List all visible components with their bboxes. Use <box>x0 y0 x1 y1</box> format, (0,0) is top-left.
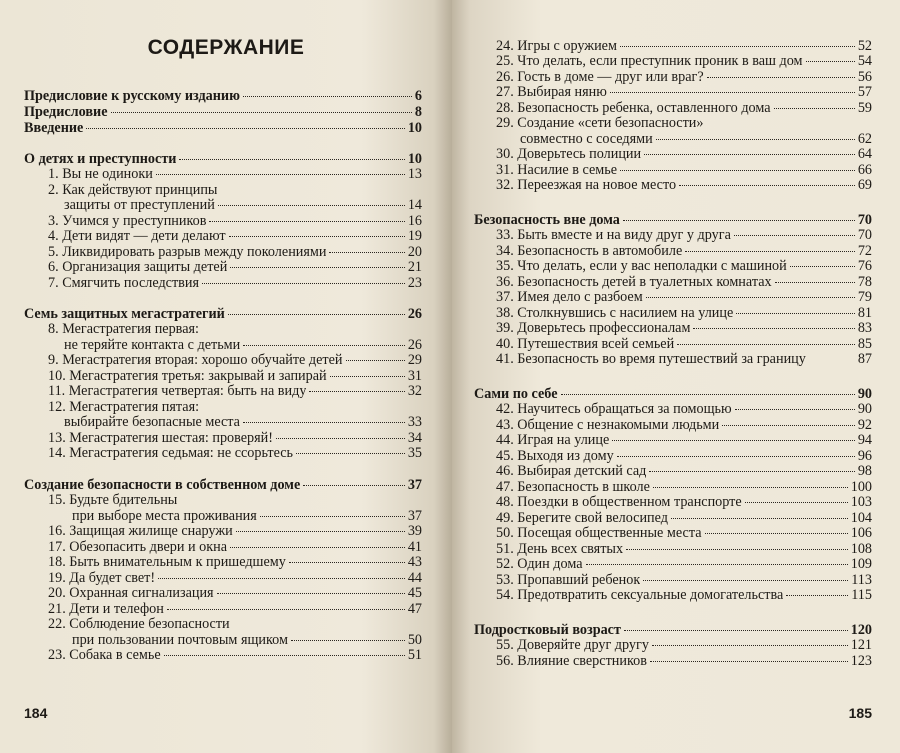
toc-page-number: 69 <box>857 177 872 193</box>
toc-entry <box>474 351 872 368</box>
toc-entry-title: 48. Поездки в общественном транспорте <box>496 494 742 510</box>
dot-leader <box>620 170 855 171</box>
toc-entry <box>474 637 872 654</box>
toc-entry-title: 54. Предотвратить сексуальные домогательства <box>496 587 784 603</box>
toc-page-number: 57 <box>857 84 872 100</box>
toc-entry-title: 11. Мегастратегия четвертая: быть на виду <box>48 383 307 399</box>
dot-leader <box>346 360 405 361</box>
dot-leader <box>649 471 854 472</box>
dot-leader <box>230 547 405 548</box>
toc-entry <box>24 321 422 338</box>
toc-page-number: 20 <box>407 244 422 260</box>
toc-page-number: 100 <box>850 479 872 495</box>
toc-entry <box>474 587 872 604</box>
dot-leader <box>164 655 405 656</box>
dot-leader <box>644 154 855 155</box>
toc-entry <box>24 523 422 540</box>
toc-entry <box>24 616 422 633</box>
toc-entry-title: 30. Доверьтесь полиции <box>496 146 642 162</box>
toc-entry-title: 40. Путешествия всей семьей <box>496 336 675 352</box>
toc-page-number: 78 <box>857 274 872 290</box>
toc-page-number: 23 <box>407 275 422 291</box>
toc-page-number: 56 <box>857 69 872 85</box>
toc-page-number: 33 <box>407 414 422 430</box>
toc-page-number: 31 <box>407 368 422 384</box>
toc-entry-title: 18. Быть внимательным к пришедшему <box>48 554 286 570</box>
toc-entry-title: 1. Вы не одиноки <box>48 166 153 182</box>
toc-page-number: 26 <box>407 306 422 322</box>
dot-leader <box>86 128 404 129</box>
dot-leader <box>612 440 855 441</box>
toc-page-number: 21 <box>407 259 422 275</box>
dot-leader <box>722 425 855 426</box>
toc-page-number: 54 <box>857 53 872 69</box>
dot-leader <box>610 92 855 93</box>
toc-section-heading <box>24 120 422 137</box>
toc-section-heading <box>24 88 422 105</box>
toc-entry-title: 31. Насилие в семье <box>496 162 617 178</box>
toc-page-number: 108 <box>850 541 872 557</box>
dot-leader <box>586 564 848 565</box>
toc-page-number: 62 <box>857 131 872 147</box>
dot-leader <box>167 609 405 610</box>
toc-entry-title: 12. Мегастратегия пятая: <box>48 399 200 415</box>
toc-entry-title: 23. Собака в семье <box>48 647 161 663</box>
toc-entry-title: 15. Будьте бдительны <box>48 492 178 508</box>
toc-page-number: 43 <box>407 554 422 570</box>
toc-page-number: 47 <box>407 601 422 617</box>
toc-entry-title: 51. День всех святых <box>496 541 624 557</box>
toc-entry-title: совместно с соседями <box>520 131 653 147</box>
toc-entry <box>24 647 422 664</box>
toc-entry-title: Безопасность вне дома <box>474 212 620 228</box>
toc-entry <box>24 414 422 431</box>
toc-page-number: 37 <box>407 508 422 524</box>
dot-leader <box>330 376 405 377</box>
toc-page-number: 51 <box>407 647 422 663</box>
toc-entry-title: 4. Дети видят — дети делают <box>48 228 226 244</box>
dot-leader <box>650 661 848 662</box>
toc-page-number: 41 <box>407 539 422 555</box>
toc-entry <box>24 259 422 276</box>
toc-entry-title: 22. Соблюдение безопасности <box>48 616 230 632</box>
dot-leader <box>626 549 848 550</box>
dot-leader <box>230 267 405 268</box>
toc-entry-title: 17. Обезопасить двери и окна <box>48 539 228 555</box>
toc-page-number: 85 <box>857 336 872 352</box>
dot-leader <box>561 394 855 395</box>
toc-entry <box>24 166 422 183</box>
toc-entry <box>24 352 422 369</box>
toc-page-number: 115 <box>851 587 872 603</box>
toc-page-number: 6 <box>414 88 422 104</box>
toc-page-number: 96 <box>857 448 872 464</box>
toc-entry-title: 6. Организация защиты детей <box>48 259 228 275</box>
dot-leader <box>229 236 405 237</box>
toc-entry-title: 46. Выбирая детский сад <box>496 463 647 479</box>
toc-entry-title: 45. Выходя из дому <box>496 448 614 464</box>
toc-entry-title: выбирайте безопасные места <box>64 414 240 430</box>
toc-page-number: 59 <box>857 100 872 116</box>
dot-leader <box>735 409 855 410</box>
toc-page-number: 45 <box>407 585 422 601</box>
toc-entry <box>474 320 872 337</box>
dot-leader <box>243 345 405 346</box>
toc-page-number: 13 <box>407 166 422 182</box>
toc-entry-title: 32. Переезжая на новое место <box>496 177 677 193</box>
toc-page-number: 70 <box>857 227 872 243</box>
dot-leader <box>806 61 855 62</box>
toc-entry-title: 37. Имея дело с разбоем <box>496 289 643 305</box>
toc-entry <box>474 653 872 670</box>
toc-entry-title: 53. Пропавший ребенок <box>496 572 641 588</box>
dot-leader <box>179 159 404 160</box>
dot-leader <box>218 205 405 206</box>
toc-entry-title: 43. Общение с незнакомыми людьми <box>496 417 720 433</box>
toc-entry-title: при выборе места проживания <box>72 508 257 524</box>
dot-leader <box>289 562 405 563</box>
dot-leader <box>707 77 855 78</box>
toc-page-number: 29 <box>407 352 422 368</box>
toc-entry-title: 41. Безопасность во время путешествий за границу <box>496 351 806 367</box>
toc-entry-title: 26. Гость в доме — друг или враг? <box>496 69 704 85</box>
toc-entry <box>24 585 422 602</box>
toc-section-heading <box>24 104 422 121</box>
toc-entry-title: Предисловие к русскому изданию <box>24 88 240 104</box>
toc-entry-title: Предисловие <box>24 104 108 120</box>
toc-entry <box>474 556 872 573</box>
toc-entry-title: 47. Безопасность в школе <box>496 479 650 495</box>
toc-page-number: 121 <box>850 637 872 653</box>
toc-page-number: 8 <box>414 104 422 120</box>
dot-leader <box>303 485 405 486</box>
toc-page-number: 10 <box>407 151 422 167</box>
toc-entry-title: 50. Посещая общественные места <box>496 525 702 541</box>
toc-entry <box>474 53 872 70</box>
toc-entry <box>24 275 422 292</box>
toc-page-number: 35 <box>407 445 422 461</box>
toc-page-number: 44 <box>407 570 422 586</box>
toc-page-number: 98 <box>857 463 872 479</box>
toc-page-number: 94 <box>857 432 872 448</box>
toc-page-number: 52 <box>857 38 872 54</box>
toc-entry-title: 27. Выбирая няню <box>496 84 607 100</box>
dot-leader <box>156 174 405 175</box>
toc-page-number: 26 <box>407 337 422 353</box>
dot-leader <box>679 185 855 186</box>
toc-entry-title: 39. Доверьтесь профессионалам <box>496 320 691 336</box>
dot-leader <box>111 112 412 113</box>
toc-entry-title: 52. Один дома <box>496 556 583 572</box>
dot-leader <box>774 108 855 109</box>
toc-entry-title: 19. Да будет свет! <box>48 570 156 586</box>
toc-page-number: 92 <box>857 417 872 433</box>
toc-entry-title: 25. Что делать, если преступник проник в ваш дом <box>496 53 803 69</box>
dot-leader <box>656 139 855 140</box>
toc-entry-title: 35. Что делать, если у вас неполадки с машиной <box>496 258 787 274</box>
page-title: СОДЕРЖАНИЕ <box>147 36 305 59</box>
toc-entry-title: 36. Безопасность детей в туалетных комнатах <box>496 274 772 290</box>
dot-leader <box>790 266 855 267</box>
toc-entry-title: защиты от преступлений <box>64 197 215 213</box>
toc-entry <box>474 258 872 275</box>
toc-entry-title: 3. Учимся у преступников <box>48 213 207 229</box>
toc-page-number: 76 <box>857 258 872 274</box>
toc-entry <box>24 197 422 214</box>
toc-entry-title: 2. Как действуют принципы <box>48 182 218 198</box>
toc-page-number: 39 <box>407 523 422 539</box>
toc-entry <box>24 228 422 245</box>
dot-leader <box>236 531 405 532</box>
dot-leader <box>276 438 405 439</box>
dot-leader <box>158 578 405 579</box>
toc-entry-title: Сами по себе <box>474 386 558 402</box>
toc-entry-title: 24. Игры с оружием <box>496 38 617 54</box>
toc-page-number: 103 <box>850 494 872 510</box>
toc-entry-title: 42. Научитесь обращаться за помощью <box>496 401 732 417</box>
toc-entry <box>474 463 872 480</box>
toc-entry-title: 21. Дети и телефон <box>48 601 164 617</box>
dot-leader <box>677 344 855 345</box>
toc-page-number: 34 <box>407 430 422 446</box>
toc-page-number: 109 <box>850 556 872 572</box>
toc-entry-title: 8. Мегастратегия первая: <box>48 321 199 337</box>
toc-page-number: 32 <box>407 383 422 399</box>
toc-entry-title: 44. Играя на улице <box>496 432 610 448</box>
page-number-right: 185 <box>848 705 872 721</box>
toc-page-number: 64 <box>857 146 872 162</box>
toc-page-number: 19 <box>407 228 422 244</box>
toc-entry-title: 16. Защищая жилище снаружи <box>48 523 233 539</box>
toc-page-number: 106 <box>850 525 872 541</box>
toc-page-number: 70 <box>857 212 872 228</box>
toc-entry-title: не теряйте контакта с детьми <box>64 337 241 353</box>
toc-page-number: 66 <box>857 162 872 178</box>
toc-entry <box>24 492 422 509</box>
dot-leader <box>653 487 848 488</box>
dot-leader <box>623 220 855 221</box>
toc-entry <box>474 525 872 542</box>
toc-entry-title: 10. Мегастратегия третья: закрывай и запирай <box>48 368 327 384</box>
dot-leader <box>734 235 855 236</box>
toc-entry-title: 13. Мегастратегия шестая: проверяй! <box>48 430 273 446</box>
toc-page-number: 123 <box>850 653 872 669</box>
toc-entry-title: 28. Безопасность ребенка, оставленного дома <box>496 100 771 116</box>
dot-leader <box>775 282 855 283</box>
toc-entry-title: 38. Столкнувшись с насилием на улице <box>496 305 734 321</box>
toc-entry-title: 9. Мегастратегия вторая: хорошо обучайте детей <box>48 352 343 368</box>
toc-page-number: 83 <box>857 320 872 336</box>
toc-page-number: 79 <box>857 289 872 305</box>
dot-leader <box>329 252 404 253</box>
toc-entry-title: при пользовании почтовым ящиком <box>72 632 288 648</box>
toc-entry-title: 56. Влияние сверстников <box>496 653 647 669</box>
dot-leader <box>671 518 848 519</box>
toc-page-number: 14 <box>407 197 422 213</box>
dot-leader <box>617 456 855 457</box>
dot-leader <box>620 46 855 47</box>
dot-leader <box>624 630 848 631</box>
toc-entry-title: Семь защитных мегастратегий <box>24 306 225 322</box>
dot-leader <box>309 391 404 392</box>
toc-entry-title: 49. Берегите свой велосипед <box>496 510 668 526</box>
toc-entry-title: Создание безопасности в собственном доме <box>24 477 301 493</box>
dot-leader <box>243 422 405 423</box>
dot-leader <box>786 595 848 596</box>
page-number-left: 184 <box>24 705 48 721</box>
toc-entry-title: 7. Смягчить последствия <box>48 275 199 291</box>
toc-entry-title: 29. Создание «сети безопасности» <box>496 115 704 131</box>
toc-page-number: 10 <box>407 120 422 136</box>
toc-entry-title: 55. Доверяйте друг другу <box>496 637 649 653</box>
toc-page-number: 104 <box>850 510 872 526</box>
toc-entry <box>24 554 422 571</box>
toc-entry <box>474 401 872 418</box>
dot-leader <box>652 645 848 646</box>
toc-page-number: 87 <box>857 351 872 367</box>
toc-entry <box>474 115 872 132</box>
toc-page-number: 50 <box>407 632 422 648</box>
dot-leader <box>217 593 405 594</box>
toc-entry <box>474 177 872 194</box>
toc-entry <box>474 84 872 101</box>
dot-leader <box>736 313 855 314</box>
toc-entry-title: 20. Охранная сигнализация <box>48 585 214 601</box>
dot-leader <box>209 221 404 222</box>
toc-entry-title: 33. Быть вместе и на виду друг у друга <box>496 227 731 243</box>
dot-leader <box>260 516 405 517</box>
dot-leader <box>745 502 848 503</box>
toc-entry <box>474 432 872 449</box>
toc-page-number: 90 <box>857 386 872 402</box>
dot-leader <box>296 453 405 454</box>
dot-leader <box>243 96 412 97</box>
toc-entry <box>474 146 872 163</box>
toc-entry-title: 14. Мегастратегия седьмая: не ссорьтесь <box>48 445 294 461</box>
dot-leader <box>693 328 854 329</box>
toc-page-number: 120 <box>850 622 872 638</box>
dot-leader <box>705 533 848 534</box>
toc-page-number: 37 <box>407 477 422 493</box>
toc-entry <box>474 289 872 306</box>
toc-entry <box>474 494 872 511</box>
toc-page-number: 81 <box>857 305 872 321</box>
dot-leader <box>646 297 855 298</box>
toc-entry <box>474 227 872 244</box>
toc-entry-title: О детях и преступности <box>24 151 177 167</box>
toc-entry-title: Подростковый возраст <box>474 622 621 638</box>
dot-leader <box>228 314 405 315</box>
dot-leader <box>643 580 848 581</box>
dot-leader <box>202 283 405 284</box>
toc-entry <box>24 445 422 462</box>
toc-entry <box>24 383 422 400</box>
dot-leader <box>685 251 855 252</box>
toc-page-number: 72 <box>857 243 872 259</box>
toc-entry-title: 34. Безопасность в автомобиле <box>496 243 683 259</box>
toc-entry-title: 5. Ликвидировать разрыв между поколениями <box>48 244 327 260</box>
toc-page-number: 16 <box>407 213 422 229</box>
toc-page-number: 90 <box>857 401 872 417</box>
toc-entry-title: Введение <box>24 120 84 136</box>
dot-leader <box>291 640 405 641</box>
toc-page-number: 113 <box>851 572 872 588</box>
